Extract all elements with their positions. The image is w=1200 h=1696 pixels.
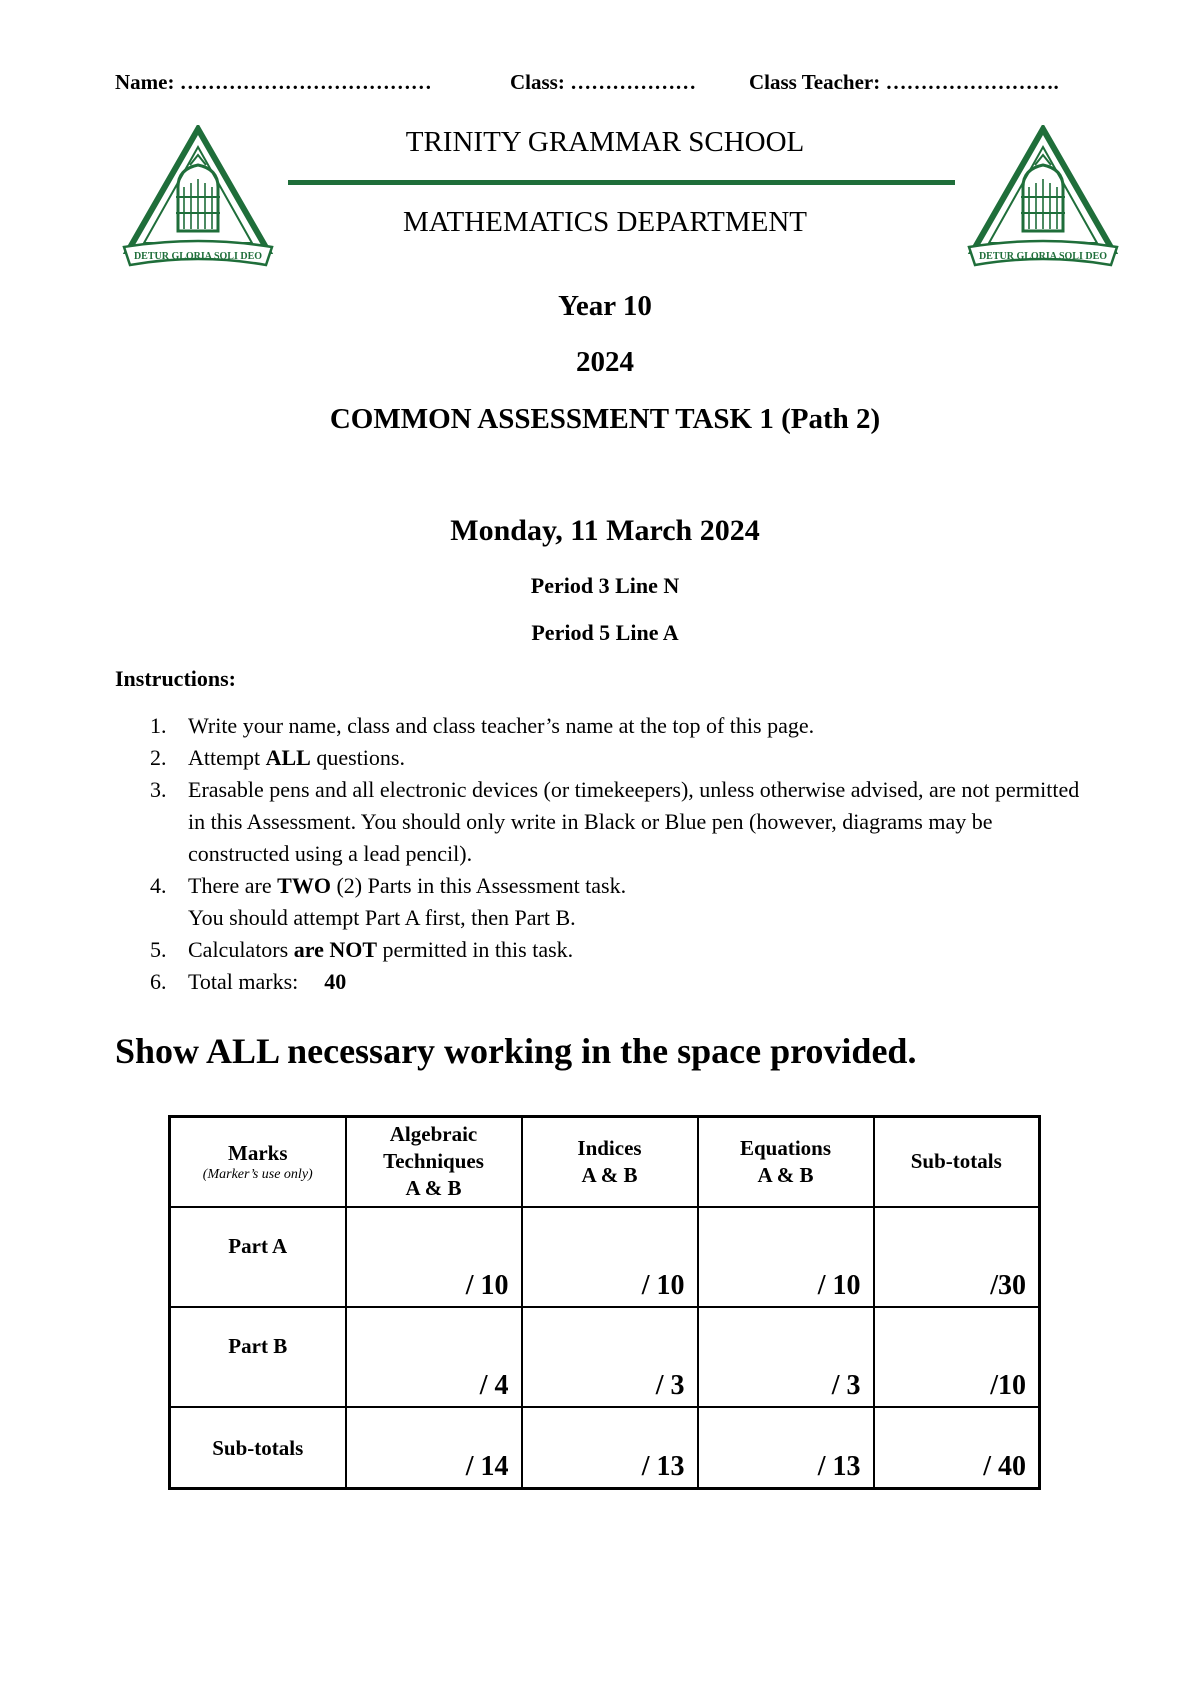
mark-cell: / 13 (522, 1407, 698, 1489)
instruction-text: Erasable pens and all electronic devices (or timekeepers), unless otherwise advised, are not permitted in this Assessment. You should only write in Black or Blue pen (however, diagrams may be constructed using a lead pencil). (188, 777, 1080, 866)
instruction-text: questions. (310, 745, 405, 770)
show-working-notice: Show ALL necessary working in the space provided. (115, 1031, 917, 1071)
mark-cell: / 40 (874, 1407, 1040, 1489)
marks-label: Marks (228, 1141, 288, 1166)
mark-cell: / 3 (698, 1307, 874, 1407)
mark-cell: /10 (874, 1307, 1040, 1407)
row-label-part-b: Part B (170, 1307, 346, 1407)
svg-text:DETUR GLORIA SOLI DEO: DETUR GLORIA SOLI DEO (133, 251, 263, 262)
svg-text:DETUR GLORIA SOLI DEO: DETUR GLORIA SOLI DEO (978, 251, 1108, 262)
instruction-item (150, 870, 1090, 934)
table-row-part-b (170, 1307, 1040, 1407)
instruction-text: (2) Parts in this Assessment task. (330, 873, 627, 898)
school-crest-right-logo (963, 125, 1123, 275)
instruction-text: TWO (277, 873, 331, 898)
class-teacher-field[interactable]: Class Teacher: ……………………. (749, 70, 1059, 94)
instruction-text: Attempt (188, 745, 266, 770)
column-header-line: Indices (577, 1135, 642, 1160)
school-name: TRINITY GRAMMAR SCHOOL (405, 126, 805, 158)
mark-cell: / 10 (698, 1207, 874, 1307)
marks-table-header-row (170, 1117, 1040, 1207)
column-header-line: Sub-totals (910, 1149, 1002, 1174)
instruction-item (150, 710, 1090, 742)
instruction-text: You should attempt Part A first, then Part B. (188, 905, 576, 930)
instruction-number: 2. (150, 745, 167, 770)
mark-cell: / 10 (346, 1207, 522, 1307)
instruction-text: There are (188, 873, 278, 898)
column-header-indices (522, 1117, 698, 1207)
marks-table (168, 1115, 1041, 1490)
instruction-text: Total marks: (188, 969, 299, 994)
table-row-sub-totals (170, 1407, 1040, 1489)
instruction-text: permitted in this task. (377, 937, 574, 962)
column-header-line: A & B (405, 1176, 462, 1201)
column-header-algebraic-techniques (346, 1117, 522, 1207)
name-field[interactable]: Name: ……………………………… (115, 70, 432, 94)
column-header-line: Algebraic (389, 1122, 478, 1147)
exam-date: Monday, 11 March 2024 (450, 514, 760, 547)
instruction-number: 6. (150, 969, 167, 994)
column-header-line: A & B (581, 1162, 638, 1187)
column-header-line: Techniques (383, 1149, 484, 1174)
instruction-text: 40 (324, 969, 347, 994)
mark-cell: / 4 (346, 1307, 522, 1407)
instruction-item (150, 966, 1090, 998)
instruction-text: Calculators (188, 937, 294, 962)
period-line-1: Period 3 Line N (530, 573, 680, 598)
mark-cell: / 10 (522, 1207, 698, 1307)
instruction-text: ALL (265, 745, 311, 770)
mark-cell: / 14 (346, 1407, 522, 1489)
column-header-equations (698, 1117, 874, 1207)
instructions-heading: Instructions: (115, 666, 237, 691)
instruction-number: 5. (150, 937, 167, 962)
column-header-sub-totals (874, 1117, 1040, 1207)
school-crest-left-logo (118, 125, 278, 275)
row-label-sub-totals: Sub-totals (170, 1407, 346, 1489)
mark-cell: / 3 (522, 1307, 698, 1407)
instruction-item (150, 934, 1090, 966)
table-row-part-a (170, 1207, 1040, 1307)
row-label-part-a: Part A (170, 1207, 346, 1307)
column-header-line: A & B (757, 1162, 814, 1187)
markers-use-note: (Marker’s use only) (202, 1167, 313, 1183)
instruction-number: 3. (150, 777, 167, 802)
column-header-line: Equations (739, 1135, 832, 1160)
department-name: MATHEMATICS DEPARTMENT (402, 206, 808, 238)
instruction-number: 4. (150, 873, 167, 898)
instruction-number: 1. (150, 713, 167, 738)
green-divider (288, 180, 955, 185)
period-line-2: Period 5 Line A (531, 620, 679, 645)
year-level: Year 10 (558, 290, 652, 322)
mark-cell: / 13 (698, 1407, 874, 1489)
instructions-list (150, 710, 1090, 998)
instruction-text: Write your name, class and class teacher’s name at the top of this page. (188, 713, 815, 738)
class-field[interactable]: Class: ……………… (510, 70, 697, 94)
exam-year: 2024 (576, 346, 634, 378)
marks-header-cell (170, 1117, 346, 1207)
instruction-item (150, 774, 1090, 870)
instruction-text: are NOT (293, 937, 378, 962)
mark-cell: /30 (874, 1207, 1040, 1307)
instruction-item (150, 742, 1090, 774)
task-title: COMMON ASSESSMENT TASK 1 (Path 2) (329, 403, 881, 435)
